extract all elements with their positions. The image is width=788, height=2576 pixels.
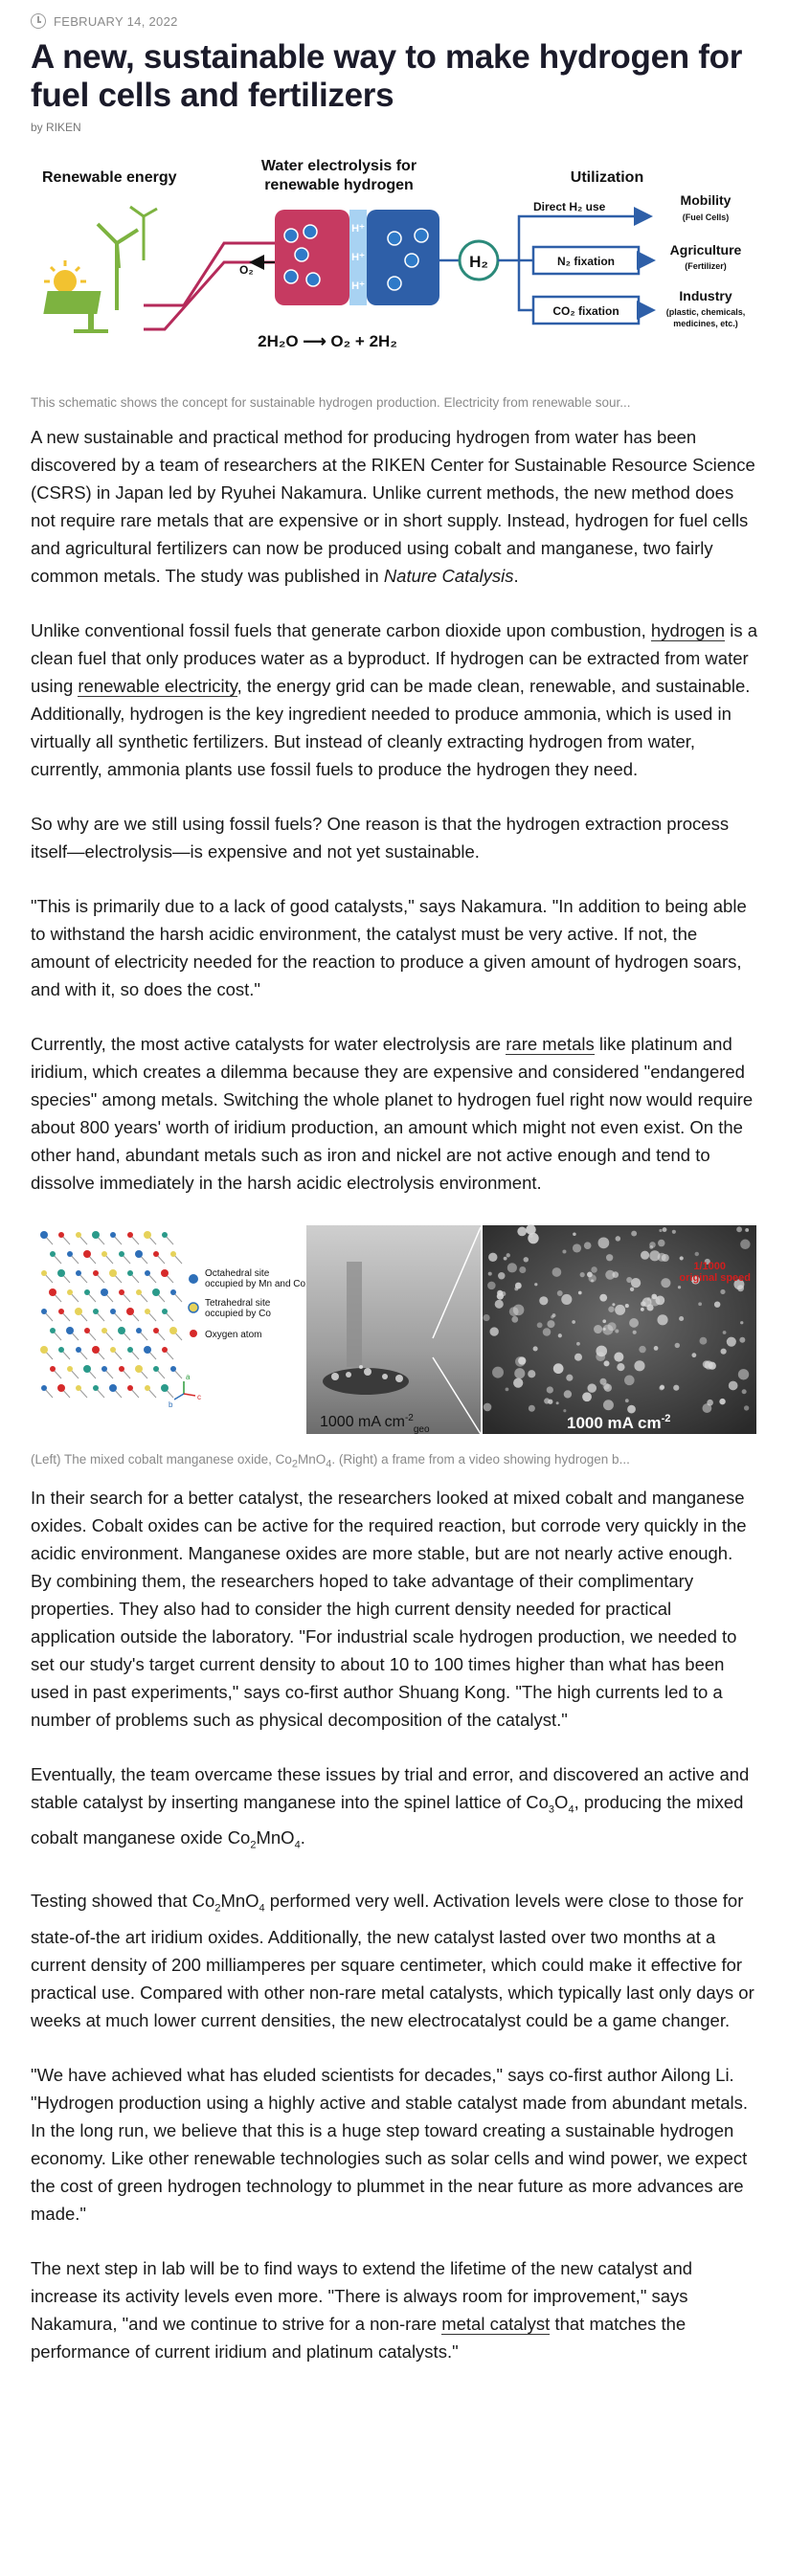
atom xyxy=(135,1250,143,1258)
bubble xyxy=(714,1301,720,1307)
paragraph-2-text-b: is a clean fuel that only produces water as a byproduct. If hydrogen can be extracted from water using xyxy=(31,620,757,696)
atom xyxy=(161,1269,169,1277)
paragraph-2-text-a: Unlike conventional fossil fuels that generate carbon dioxide upon combustion, xyxy=(31,620,651,640)
bubble xyxy=(573,1232,576,1236)
bubble xyxy=(720,1289,725,1294)
atom xyxy=(41,1309,47,1314)
bubble xyxy=(729,1381,738,1391)
catalyst-figure[interactable] xyxy=(31,1223,758,1439)
bubble xyxy=(608,1307,614,1312)
atom xyxy=(101,1366,107,1372)
paragraph-5-text-a: Currently, the most active catalysts for water electrolysis are xyxy=(31,1034,507,1054)
bubble xyxy=(534,1283,537,1286)
bubble xyxy=(524,1257,529,1262)
atom xyxy=(40,1231,48,1239)
paragraph-1-text: A new sustainable and practical method for producing hydrogen from water has been discovered by a team of researchers at the RIKEN Center for Sustainable Resource Science (CSRS) in Japan led by Ryuhei Nakamura. Unlike current methods, the new method does not require rare metals that are expensive or in short supply. Instead, hydrogen for fuel cells and agricultural fertilizers can now be produced using cobalt and manganese, two fairly common metals. The study was published in xyxy=(31,427,755,586)
bubble xyxy=(603,1328,606,1331)
atom xyxy=(76,1347,81,1353)
agriculture-sub-label: (Fertilizer) xyxy=(685,261,727,271)
bubble xyxy=(678,1286,681,1288)
bubble xyxy=(641,1251,649,1260)
utilization-label: Utilization xyxy=(570,169,644,186)
atom xyxy=(109,1269,117,1277)
figure2-caption-a: (Left) The mixed cobalt manganese oxide, Co xyxy=(31,1452,292,1467)
bubble xyxy=(614,1352,623,1361)
bubble xyxy=(526,1224,536,1235)
legend-octahedral-1: Octahedral site xyxy=(205,1268,270,1279)
bubble xyxy=(705,1360,713,1369)
bubble xyxy=(603,1400,614,1410)
bubble xyxy=(573,1243,581,1252)
bubble xyxy=(707,1400,713,1406)
atom xyxy=(110,1309,116,1314)
paragraph-8-text-a: Testing showed that Co xyxy=(31,1891,215,1912)
electrolysis-title-2: renewable hydrogen xyxy=(264,177,414,193)
bubble xyxy=(563,1409,566,1412)
bubble xyxy=(630,1288,634,1291)
bubble xyxy=(625,1399,629,1402)
paragraph-8-sub2: 4 xyxy=(259,1902,265,1915)
atom xyxy=(145,1385,150,1391)
figure2-caption-sub1: 2 xyxy=(291,1458,299,1470)
journal-name: Nature Catalysis xyxy=(383,566,514,586)
atom xyxy=(145,1309,150,1314)
figure2-caption[interactable] xyxy=(31,1452,758,1470)
hplus-1: H⁺ xyxy=(351,223,365,235)
current-density-label-mid: 1000 mA $cm^{-2}_{geo}$ xyxy=(320,1413,430,1435)
paragraph-10-text-a: The next step in lab will be to find ways to extend the lifetime of the new catalyst and increase its activity levels even more. "There is always room for improvement," says Nakamura, "and we continue to strive for a non-rare xyxy=(31,2257,693,2334)
atom xyxy=(50,1366,56,1372)
bubble xyxy=(562,1249,566,1253)
paragraph-7-text-a: Eventually, the team overcame these issues by trial and error, and discovered an active and stable catalyst by inserting manganese into the spinel lattice of Co xyxy=(31,1763,750,1812)
atom xyxy=(170,1251,176,1257)
atom xyxy=(135,1365,143,1373)
bubble xyxy=(723,1331,727,1334)
paragraph-7-sub4: 4 xyxy=(294,1840,301,1852)
speed-label-1: 1/1000 xyxy=(693,1261,726,1272)
paragraph-7-text-d: MnO xyxy=(256,1827,295,1848)
bubble xyxy=(582,1392,592,1401)
bubble xyxy=(649,1245,653,1249)
atom xyxy=(110,1232,116,1238)
h2-circle-label: H₂ xyxy=(469,253,488,271)
bubble xyxy=(663,1227,667,1232)
atom xyxy=(101,1288,108,1296)
agriculture-label: Agriculture xyxy=(669,242,742,258)
bubble xyxy=(624,1376,635,1386)
bubble xyxy=(659,1386,664,1391)
bubble xyxy=(558,1333,562,1337)
atom xyxy=(161,1384,169,1392)
atom xyxy=(144,1231,151,1239)
bubble xyxy=(661,1278,670,1288)
bubble xyxy=(537,1322,543,1328)
atom xyxy=(162,1232,168,1238)
bubble xyxy=(719,1399,725,1404)
bubble xyxy=(654,1346,659,1351)
bubble xyxy=(673,1385,679,1391)
axis-b-label: b xyxy=(169,1400,173,1409)
atom xyxy=(144,1346,151,1354)
bubble xyxy=(484,1403,492,1412)
speed-label-2: original speed xyxy=(679,1272,751,1284)
o2-label: O₂ xyxy=(239,263,254,277)
atom xyxy=(57,1384,65,1392)
bubble xyxy=(594,1325,602,1333)
direct-h2-label: Direct H₂ use xyxy=(533,200,606,213)
bubble xyxy=(507,1253,510,1257)
bubble xyxy=(507,1263,517,1272)
bubble xyxy=(633,1331,637,1334)
atom xyxy=(162,1309,168,1314)
bubble xyxy=(515,1283,522,1289)
bubble xyxy=(606,1254,613,1261)
bubble xyxy=(605,1270,615,1280)
bubble xyxy=(552,1267,562,1277)
hydrogen-link[interactable]: hydrogen xyxy=(650,620,726,640)
atom xyxy=(153,1251,159,1257)
bubble xyxy=(578,1291,582,1295)
atom xyxy=(110,1347,116,1353)
atom xyxy=(170,1289,176,1295)
atom xyxy=(170,1366,176,1372)
equation-label: 2H₂O ⟶ O₂ + 2H₂ xyxy=(258,332,397,350)
figure2-caption-b: MnO xyxy=(298,1452,326,1467)
paragraph-7 xyxy=(31,1760,757,1860)
paragraph-3: So why are we still using fossil fuels? One reason is that the hydrogen extraction process itself—electrolysis—is expensive and not yet sustainable. xyxy=(31,814,730,862)
bubble xyxy=(584,1242,592,1249)
atom xyxy=(145,1270,150,1276)
atom xyxy=(126,1308,134,1315)
bubble xyxy=(519,1266,526,1273)
atom xyxy=(58,1232,64,1238)
atom xyxy=(58,1309,64,1314)
atom xyxy=(153,1328,159,1333)
paragraph-9: "We have achieved what has eluded scientists for decades," says co-first author Ailong Li. "Hydrogen production using a highly active and stable catalyst made from abundant metals. In the long run, we believe that this is a huge step toward creating a sustainable hydrogen economy. Like other renewable technologies such as solar cells and wind power, we expect the cost of green hydrogen technology to plummet in the near future as more advances are made." xyxy=(31,2064,749,2224)
metal-catalyst-link[interactable]: metal catalyst xyxy=(441,2313,551,2334)
atom xyxy=(58,1347,64,1353)
atom xyxy=(67,1366,73,1372)
bubble xyxy=(650,1296,661,1307)
bubble xyxy=(742,1389,747,1394)
atom xyxy=(119,1251,124,1257)
mobility-label: Mobility xyxy=(680,192,732,208)
atom xyxy=(50,1328,56,1333)
atom xyxy=(127,1347,133,1353)
figure2-caption-c: . (Right) a frame from a video showing hydrogen b... xyxy=(331,1452,630,1467)
bubble xyxy=(672,1230,676,1234)
atom xyxy=(76,1232,81,1238)
catalyst-svg xyxy=(31,1223,758,1439)
bubble xyxy=(564,1390,572,1398)
bubble xyxy=(617,1363,624,1371)
article-title: A new, sustainable way to make hydrogen for fuel cells and fertilizers xyxy=(31,38,743,114)
paragraph-7-sub2: 4 xyxy=(568,1803,574,1816)
mobility-sub-label: (Fuel Cells) xyxy=(682,213,730,222)
bubble xyxy=(727,1337,736,1347)
atom xyxy=(41,1385,47,1391)
bubble xyxy=(596,1352,605,1361)
bubble xyxy=(517,1227,527,1237)
electrolysis-cell xyxy=(275,210,439,305)
atom xyxy=(101,1328,107,1333)
schematic-svg xyxy=(31,147,758,382)
bubble xyxy=(675,1343,680,1348)
paragraph-10 xyxy=(31,2254,757,2365)
bubble xyxy=(616,1236,621,1242)
bubble xyxy=(639,1346,645,1353)
bubble xyxy=(599,1294,607,1302)
paragraph-2-text-c: , the energy grid can be made clean, renewable, and sustainable. Additionally, hydrogen is the key ingredient needed to produce ammonia, which is used in virtually all synthetic fertilizers. But instead of cleanly extracting hydrogen from water, currently, ammonia plants use fossil fuels to produce the hydrogen they need. xyxy=(31,676,751,779)
paragraph-1-end: . xyxy=(513,566,519,586)
bubble xyxy=(497,1290,503,1296)
atom xyxy=(101,1251,107,1257)
current-density-label-right: 1000 mA $cm^{-2}$ xyxy=(567,1413,671,1432)
bubble xyxy=(543,1328,551,1335)
bubble xyxy=(588,1274,596,1282)
atom xyxy=(153,1366,159,1372)
paragraph-7-sub1: 3 xyxy=(548,1803,555,1816)
bubble xyxy=(492,1367,504,1378)
bubble xyxy=(574,1354,582,1361)
atom xyxy=(41,1270,47,1276)
bubble xyxy=(529,1405,535,1412)
paragraph-1 xyxy=(31,423,757,590)
legend-octahedral-2: occupied by Mn and Co xyxy=(205,1279,306,1289)
schematic-figure[interactable] xyxy=(31,147,758,382)
bubble xyxy=(509,1307,519,1316)
renewable-electricity-link[interactable]: renewable electricity xyxy=(78,676,237,696)
bubble xyxy=(699,1337,707,1345)
atom xyxy=(40,1346,48,1354)
electrode-photo xyxy=(306,1225,481,1434)
bubble xyxy=(576,1342,580,1346)
atom xyxy=(84,1328,90,1333)
bubble xyxy=(615,1330,619,1333)
paragraph-10-text-b: that matches the performance of current iridium and platinum catalysts." xyxy=(31,2313,687,2362)
atom xyxy=(109,1384,117,1392)
bubble xyxy=(721,1349,727,1355)
bubble xyxy=(506,1388,509,1392)
bubble xyxy=(698,1302,702,1306)
paragraph-5 xyxy=(31,1030,757,1197)
paragraph-8-sub1: 2 xyxy=(214,1902,221,1915)
bubble xyxy=(498,1272,505,1279)
bubble xyxy=(539,1296,548,1305)
bubble xyxy=(580,1272,585,1277)
bubble xyxy=(557,1290,563,1296)
bubble xyxy=(528,1370,535,1378)
bubble xyxy=(488,1272,492,1276)
legend-oxygen: Oxygen atom xyxy=(205,1330,262,1340)
legend-tetrahedral-2: occupied by Co xyxy=(205,1309,271,1319)
bubble xyxy=(612,1303,615,1306)
bubble xyxy=(629,1318,639,1328)
paragraph-5-text-b: like platinum and iridium, which creates a dilemma because they are expensive and considered "endangered species" among metals. Switching the whole planet to hydrogen fuel right now would require about 800 years' worth of iridium production, an amount which might not even exist. On the other hand, abundant metals such as iron and nickel are not active enough and tend to dissolve immediately in the harsh acidic electrolysis environment. xyxy=(31,1034,754,1193)
figure2-caption-sub2: 4 xyxy=(326,1458,332,1470)
bubble xyxy=(544,1398,550,1403)
paragraph-8-text-c: performed very well. Activation levels were close to those for state-of-the art iridium oxides. Additionally, the new catalyst lasted over two months at a current density of 200 milliamperes per square centimeter, which could make it effective for practical use. Compared with other non-rare metal catalysts, which typically last only days or weeks at much lower current densities, the new electrocatalyst could be a game changer. xyxy=(31,1891,754,2030)
bubble xyxy=(634,1360,644,1371)
bubble xyxy=(533,1346,538,1351)
bubble xyxy=(547,1320,554,1328)
bubble xyxy=(495,1300,504,1309)
bubble xyxy=(659,1229,662,1232)
atom xyxy=(67,1251,73,1257)
bubble xyxy=(483,1314,489,1321)
bubble xyxy=(615,1305,625,1315)
bubble xyxy=(736,1226,742,1232)
bubble xyxy=(641,1308,644,1311)
atom xyxy=(49,1288,56,1296)
atom xyxy=(119,1366,124,1372)
bubble xyxy=(679,1316,684,1321)
bubble xyxy=(695,1252,699,1256)
bubble xyxy=(691,1353,696,1357)
bubble xyxy=(649,1250,660,1261)
bubbles-video-frame xyxy=(483,1225,756,1434)
atom xyxy=(119,1289,124,1295)
paragraph-7-text-e: . xyxy=(300,1827,305,1848)
bubble xyxy=(658,1240,664,1246)
bubble xyxy=(551,1315,554,1319)
bubble xyxy=(553,1363,564,1374)
clock-icon xyxy=(31,13,46,29)
bubble xyxy=(602,1319,606,1323)
bubble xyxy=(631,1231,637,1237)
atom xyxy=(127,1270,133,1276)
bubble xyxy=(566,1375,573,1381)
industry-sub-label-1: (plastic, chemicals, xyxy=(665,307,746,317)
rare-metals-link[interactable]: rare metals xyxy=(506,1034,595,1054)
atom xyxy=(118,1327,125,1334)
paragraph-8 xyxy=(31,1887,757,2034)
bubble xyxy=(740,1240,750,1249)
atom xyxy=(92,1346,100,1354)
bubble xyxy=(603,1383,610,1390)
bubble xyxy=(489,1327,498,1335)
paragraph-7-text-c: , producing the mixed cobalt manganese oxide Co xyxy=(31,1791,744,1848)
bubble xyxy=(488,1253,497,1262)
industry-label: Industry xyxy=(679,288,732,303)
atom xyxy=(127,1385,133,1391)
atom xyxy=(136,1328,142,1333)
paragraph-7-text-b: O xyxy=(554,1791,569,1812)
paragraph-7-sub3: 2 xyxy=(250,1840,257,1852)
atom xyxy=(127,1232,133,1238)
bubble xyxy=(740,1321,743,1324)
hplus-2: H⁺ xyxy=(351,252,365,263)
atom xyxy=(152,1288,160,1296)
crystal-structure xyxy=(40,1231,182,1398)
axis-c-label: c xyxy=(197,1393,201,1401)
atom xyxy=(76,1270,81,1276)
bubble xyxy=(744,1405,749,1410)
bubble xyxy=(657,1314,667,1325)
electrolysis-title-1: Water electrolysis for xyxy=(260,158,417,174)
atom xyxy=(92,1231,100,1239)
atom xyxy=(83,1250,91,1258)
atom xyxy=(93,1385,99,1391)
bubble xyxy=(556,1401,559,1404)
industry-sub-label-2: medicines, etc.) xyxy=(673,319,738,328)
article-date: FEBRUARY 14, 2022 xyxy=(54,13,178,29)
bubble xyxy=(514,1368,525,1378)
atom xyxy=(84,1289,90,1295)
bubble xyxy=(587,1383,597,1393)
atom xyxy=(66,1327,74,1334)
bubble xyxy=(572,1320,575,1324)
dateline xyxy=(31,13,757,29)
atom xyxy=(162,1347,168,1353)
bubble xyxy=(513,1378,523,1387)
axis-a-label: a xyxy=(186,1373,191,1381)
atom xyxy=(57,1269,65,1277)
bubble xyxy=(591,1266,597,1273)
renewable-energy-label: Renewable energy xyxy=(42,169,177,186)
atom xyxy=(67,1289,73,1295)
bubble xyxy=(504,1257,507,1261)
n2-fixation-label: N₂ fixation xyxy=(557,255,615,268)
hplus-3: H⁺ xyxy=(351,280,365,292)
bubble xyxy=(598,1237,610,1248)
bubble xyxy=(603,1360,609,1366)
solar-panel-icon xyxy=(43,291,108,333)
legend-tetrahedral-1: Tetrahedral site xyxy=(205,1298,271,1309)
bubble xyxy=(745,1228,749,1232)
co2-fixation-label: CO₂ fixation xyxy=(552,304,619,318)
bubble xyxy=(511,1316,518,1323)
bubble xyxy=(739,1337,745,1343)
atom xyxy=(75,1308,82,1315)
paragraph-6: In their search for a better catalyst, the researchers looked at mixed cobalt and manganese oxides. Cobalt oxides can be active for the required reaction, but corrode very quickly in the acidic environment. Manganese oxides are more stable, but are not nearly active enough. By combining them, the researchers hoped to take advantage of their complimentary properties. They also had to consider the high current density needed for practical application outside the laboratory. "For industrial scale hydrogen production, we needed to set our study's target current density to about 10 to 100 times higher than what has been used in past experiments," says co-first author Shuang Kong. "The high currents led to a number of problems such as physical decomposition of the catalyst." xyxy=(31,1487,747,1730)
article-byline: by RIKEN xyxy=(31,121,81,134)
atom xyxy=(169,1327,177,1334)
bubble xyxy=(680,1256,684,1260)
bubble xyxy=(738,1369,749,1379)
bubble xyxy=(631,1278,641,1288)
atom xyxy=(136,1289,142,1295)
bubble xyxy=(607,1322,616,1331)
bubble xyxy=(547,1386,553,1393)
bubble xyxy=(518,1356,526,1364)
bubble xyxy=(561,1294,572,1305)
atom xyxy=(93,1309,99,1314)
paragraph-2 xyxy=(31,616,757,783)
atom xyxy=(76,1385,81,1391)
figure1-caption[interactable]: This schematic shows the concept for sustainable hydrogen production. Electricity from renewable sour... xyxy=(31,395,631,410)
bubble xyxy=(625,1304,629,1308)
atom xyxy=(93,1270,99,1276)
atom xyxy=(83,1365,91,1373)
atom xyxy=(50,1251,56,1257)
wind-turbine-icon xyxy=(98,207,157,310)
paragraph-4: "This is primarily due to a lack of good catalysts," says Nakamura. "In addition to being able to withstand the harsh acidic environment, the catalyst must be very active. If not, the amount of electricity needed for the reaction to produce a given amount of hydrogen soars, and with it, so does the cost." xyxy=(31,896,747,999)
paragraph-8-text-b: MnO xyxy=(220,1891,259,1912)
bubble xyxy=(627,1405,636,1414)
bubble xyxy=(487,1282,496,1290)
